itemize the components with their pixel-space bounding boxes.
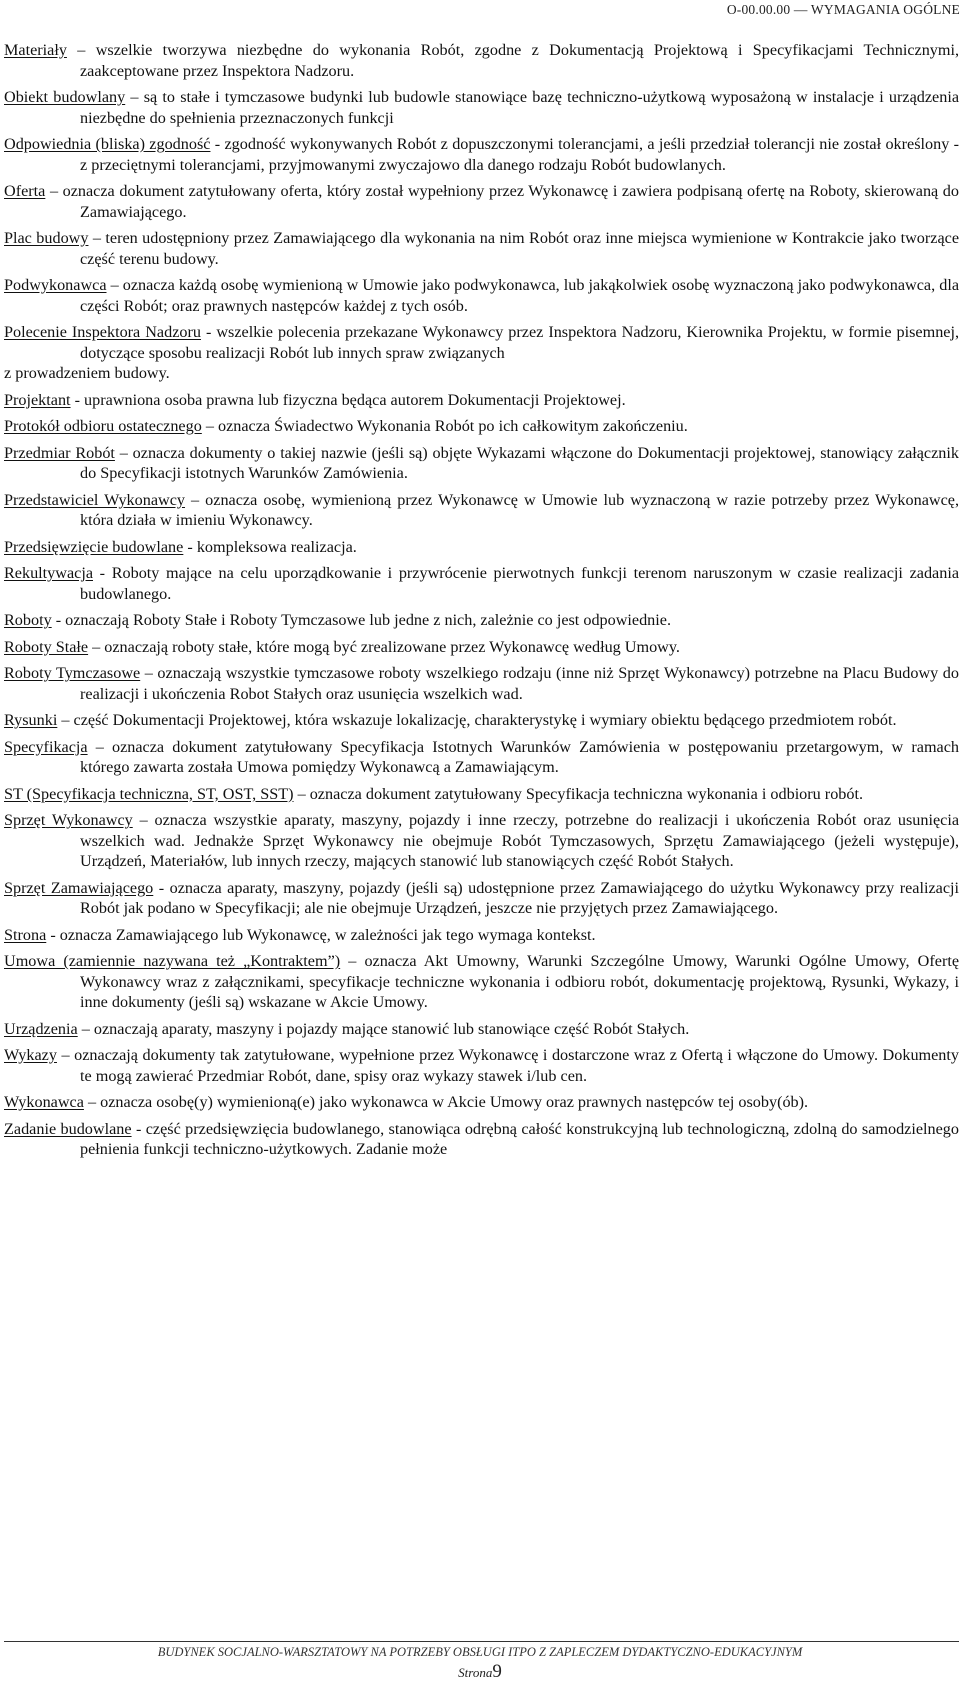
definition-term: Roboty Stałe xyxy=(4,637,89,656)
definition-text: oznaczają dokumenty tak zatytułowane, wypełnione przez Wykonawcę i dostarczone wraz z Ofertą i włączone do Umowy. Dokumenty te mogą zawierać Przedmiar Robót, dane, spisy oraz wykazy stawek i/lub cen. xyxy=(74,1046,959,1085)
definition-term: Umowa (zamiennie nazywana też „Kontraktem”) xyxy=(4,952,341,970)
definition-term: Oferta xyxy=(4,182,46,200)
definition-entry xyxy=(4,925,959,946)
definition-text: teren udostępniony przez Zamawiającego dla wykonania na nim Robót oraz inne miejsca wymienione w Kontrakcie jako tworzące część terenu budowy. xyxy=(80,229,960,268)
definition-entry xyxy=(4,610,959,631)
definition-text: oznacza Świadectwo Wykonania Robót po ich całkowitym zakończeniu. xyxy=(218,417,688,435)
definition-entry xyxy=(4,443,959,484)
definition-term: Roboty xyxy=(4,611,52,629)
definition-separator: - xyxy=(158,878,165,897)
definition-term: Przedsięwzięcie budowlane xyxy=(4,537,184,556)
definition-term: Przedstawiciel Wykonawcy xyxy=(4,490,185,509)
definition-entry xyxy=(4,951,959,1013)
page-number-value: 9 xyxy=(492,1661,502,1682)
definition-text: oznacza dokument zatytułowany Specyfikacja techniczna wykonania i odbioru robót. xyxy=(309,784,864,803)
definition-separator: – xyxy=(92,229,101,247)
definition-entry xyxy=(4,416,959,437)
definition-term: Materiały xyxy=(4,41,67,59)
definition-entry xyxy=(4,1019,959,1040)
definition-entry xyxy=(4,87,959,128)
definition-entry xyxy=(4,490,959,531)
page-number xyxy=(0,1661,960,1683)
definition-entry xyxy=(4,228,959,269)
definition-separator: – xyxy=(297,784,306,803)
definition-entry xyxy=(4,322,959,384)
definition-text: oznaczają wszystkie tymczasowe roboty wszelkiego rodzaju (inne niż Sprzęt Wykonawcy) potrzebne na Placu Budowy do realizacji i ukończenia Robot Stałych oraz usunięcia wszelkich wad. xyxy=(80,664,959,703)
definition-term: Zadanie budowlane xyxy=(4,1119,132,1138)
definition-term: Roboty Tymczasowe xyxy=(4,664,141,682)
definition-text: oznacza Akt Umowny, Warunki Szczególne Umowy, Warunki Ogólne Umowy, Ofertę Wykonawcy wraz z załącznikami, specyfikacje techniczne wykonania i odbioru robót, dokumentację projektową, Rysunki, Wykazy, i inne dokumenty (jeśli są) wskazane w Akcie Umowy. xyxy=(80,952,960,1011)
definitions-list xyxy=(4,40,959,1166)
definition-term: Sprzęt Wykonawcy xyxy=(4,811,133,829)
definition-text: są to stałe i tymczasowe budynki lub budowle stanowiące bazę techniczno-użytkową wyposażoną w instalacje i urządzenia niezbędne do spełnienia przeznaczonych funkcji xyxy=(80,88,960,127)
definition-text: oznacza dokument zatytułowany Specyfikacja Istotnych Warunków Zamówienia w postępowaniu przetargowym, w ramach którego zawarta została Umowa pomiędzy Wykonawcą a Zamawiającym. xyxy=(80,737,959,776)
definition-text: wszelkie polecenia przekazane Wykonawcy przez Inspektora Nadzoru, Kierownika Projektu, w formie pisemnej, dotyczące sposobu realizacji Robót lub innych spraw związanych xyxy=(80,323,960,362)
definition-text: oznacza osobę(y) wymienioną(e) jako wykonawca w Akcie Umowy oraz prawnych następców tej osoby(ób). xyxy=(100,1093,809,1111)
definition-separator: – xyxy=(77,41,86,59)
definition-text-continued: z prowadzeniem budowy. xyxy=(4,364,170,382)
definition-separator: – xyxy=(87,1093,97,1111)
definition-separator: - xyxy=(187,537,193,556)
definition-term: Polecenie Inspektora Nadzoru xyxy=(4,323,201,341)
definition-separator: – xyxy=(130,88,139,106)
definition-term: ST (Specyfikacja techniczna, ST, OST, SST) xyxy=(4,784,294,803)
definition-term: Podwykonawca xyxy=(4,276,107,294)
definition-separator: - xyxy=(214,135,221,153)
page-label: Strona xyxy=(458,1665,493,1680)
definition-text: oznacza dokumenty o takiej nazwie (jeśli są) objęte Wykazami włączone do Dokumentacji projektowej, stanowiący załącznik do Specyfikacji istotnych Warunków Zamówienia. xyxy=(80,443,959,482)
definition-term: Strona xyxy=(4,925,47,944)
definition-text: oznacza każdą osobę wymienioną w Umowie jako podwykonawca, lub jakąkolwiek osobę wyznaczoną jako podwykonawca, dla części Robót; oraz prawnych następców każdej z tych osób. xyxy=(80,276,959,315)
definition-separator: – xyxy=(49,182,59,200)
definition-separator: – xyxy=(95,737,104,756)
definition-separator: – xyxy=(191,490,200,509)
definition-entry xyxy=(4,710,959,731)
definition-text: część Dokumentacji Projektowej, która wskazuje lokalizację, charakterystykę i wymiary obiektu będącego przedmiotem robót. xyxy=(73,711,897,729)
definition-text: uprawniona osoba prawna lub fizyczna będąca autorem Dokumentacji Projektowej. xyxy=(84,390,626,409)
definition-entry xyxy=(4,181,959,222)
definition-entry xyxy=(4,134,959,175)
definition-entry xyxy=(4,784,959,805)
running-header: O-00.00.00 — WYMAGANIA OGÓLNE xyxy=(726,2,960,17)
definition-separator: - xyxy=(205,323,212,341)
definition-term: Odpowiednia (bliska) zgodność xyxy=(4,135,211,153)
definition-text: Roboty mające na celu uporządkowanie i przywrócenie pierwotnych funkcji terenom naruszonym w czasie realizacji zadania budowlanego. xyxy=(80,564,960,603)
definition-text: zgodność wykonywanych Robót z dopuszczonymi tolerancjami, a jeśli przedział tolerancji nie został określony - z przeciętnymi tolerancjami, przyjmowanymi zwyczajowo dla danego rodzaju Robót budowlanych. xyxy=(80,135,959,174)
definition-text: oznacza Zamawiającego lub Wykonawcę, w zależności jak tego wymaga kontekst. xyxy=(59,925,596,944)
definition-entry xyxy=(4,637,959,658)
definition-separator: – xyxy=(205,417,214,435)
definition-entry xyxy=(4,40,959,81)
definition-separator: – xyxy=(92,637,101,656)
definition-text: oznacza aparaty, maszyny, pojazdy (jeśli są) udostępnione przez Zamawiającego do użytku Wykonawcy przy realizacji Robót jak podano w Specyfikacji; ale nie obejmuje Urządzeń, jeszcze nie przyjętych przez Zamawiającego. xyxy=(80,878,960,917)
definition-entry xyxy=(4,878,959,919)
running-footer: BUDYNEK SOCJALNO-WARSZTATOWY NA POTRZEBY OBSŁUGI ITPO Z ZAPLECZEM DYDAKTYCZNO-EDUKACYJNYM xyxy=(157,1645,803,1659)
definition-text: oznacza dokument zatytułowany oferta, który został wypełniony przez Wykonawcę i zawiera podpisaną ofertę na Roboty, skierowaną do Zamawiającego. xyxy=(62,182,959,221)
definition-separator: – xyxy=(119,443,128,462)
definition-text: oznaczają roboty stałe, które mogą być zrealizowane przez Wykonawcę według Umowy. xyxy=(104,637,680,656)
definition-entry xyxy=(4,810,959,872)
definition-text: oznacza osobę, wymienioną przez Wykonawcę w Umowie lub wyznaczoną w razie potrzeby przez Wykonawcę, która działa w imieniu Wykonawcy. xyxy=(80,490,959,529)
definition-text: oznaczają aparaty, maszyny i pojazdy mające stanowić lub stanowiące część Robót Stałych. xyxy=(93,1019,690,1038)
definition-term: Wykonawca xyxy=(4,1093,84,1111)
definition-separator: - xyxy=(50,925,56,944)
definition-separator: – xyxy=(348,952,357,970)
definition-term: Przedmiar Robót xyxy=(4,443,115,462)
definition-separator: – xyxy=(61,711,70,729)
definition-entry xyxy=(4,737,959,778)
definition-separator: - xyxy=(99,564,106,582)
definition-term: Projektant xyxy=(4,390,71,409)
definition-separator: – xyxy=(61,1046,70,1064)
definition-term: Wykazy xyxy=(4,1046,57,1064)
definition-entry xyxy=(4,663,959,704)
definition-term: Obiekt budowlany xyxy=(4,88,126,106)
definition-term: Sprzęt Zamawiającego xyxy=(4,878,154,897)
definition-text: część przedsięwzięcia budowlanego, stanowiąca odrębną całość konstrukcyjną lub technologiczną, zdolną do samodzielnego pełnienia funkcji techniczno-użytkowych. Zadanie może xyxy=(80,1119,959,1158)
definition-separator: – xyxy=(110,276,119,294)
definition-entry xyxy=(4,563,959,604)
definition-term: Rekultywacja xyxy=(4,564,93,582)
definition-entry xyxy=(4,1045,959,1086)
definition-entry xyxy=(4,537,959,558)
definition-text: kompleksowa realizacja. xyxy=(196,537,357,556)
definition-entry xyxy=(4,275,959,316)
definition-term: Plac budowy xyxy=(4,229,89,247)
definition-separator: – xyxy=(139,811,148,829)
definition-term: Urządzenia xyxy=(4,1019,78,1038)
definition-separator: - xyxy=(74,390,80,409)
definition-entry xyxy=(4,390,959,411)
definition-term: Protokół odbioru ostatecznego xyxy=(4,417,202,435)
definition-entry xyxy=(4,1092,959,1113)
definition-text: wszelkie tworzywa niezbędne do wykonania Robót, zgodne z Dokumentacją Projektową i Specyfikacjami Technicznymi, zaakceptowane przez Inspektora Nadzoru. xyxy=(80,41,960,80)
definition-entry xyxy=(4,1119,959,1160)
definition-term: Rysunki xyxy=(4,711,58,729)
definition-separator: - xyxy=(55,611,62,629)
definition-text: oznacza wszystkie aparaty, maszyny, pojazdy i inne rzeczy, potrzebne do realizacji i ukończenia Robót oraz usunięcia wszelkich wad. Jednakże Sprzęt Wykonawcy nie obejmuje Robót Tymczasowych, Sprzętu Zamawiającego (jeżeli występuje), Urządzeń, Materiałów, lub innych rzeczy, mających stanowić lub stanowiących część Robót Stałych. xyxy=(80,811,960,870)
footer-divider xyxy=(4,1641,959,1642)
definition-term: Specyfikacja xyxy=(4,737,88,756)
definition-separator: – xyxy=(144,664,153,682)
definition-separator: - xyxy=(135,1119,142,1138)
definition-separator: – xyxy=(81,1019,90,1038)
definition-text: oznaczają Roboty Stałe i Roboty Tymczasowe lub jedne z nich, zależnie co jest odpowiednie. xyxy=(65,611,672,629)
